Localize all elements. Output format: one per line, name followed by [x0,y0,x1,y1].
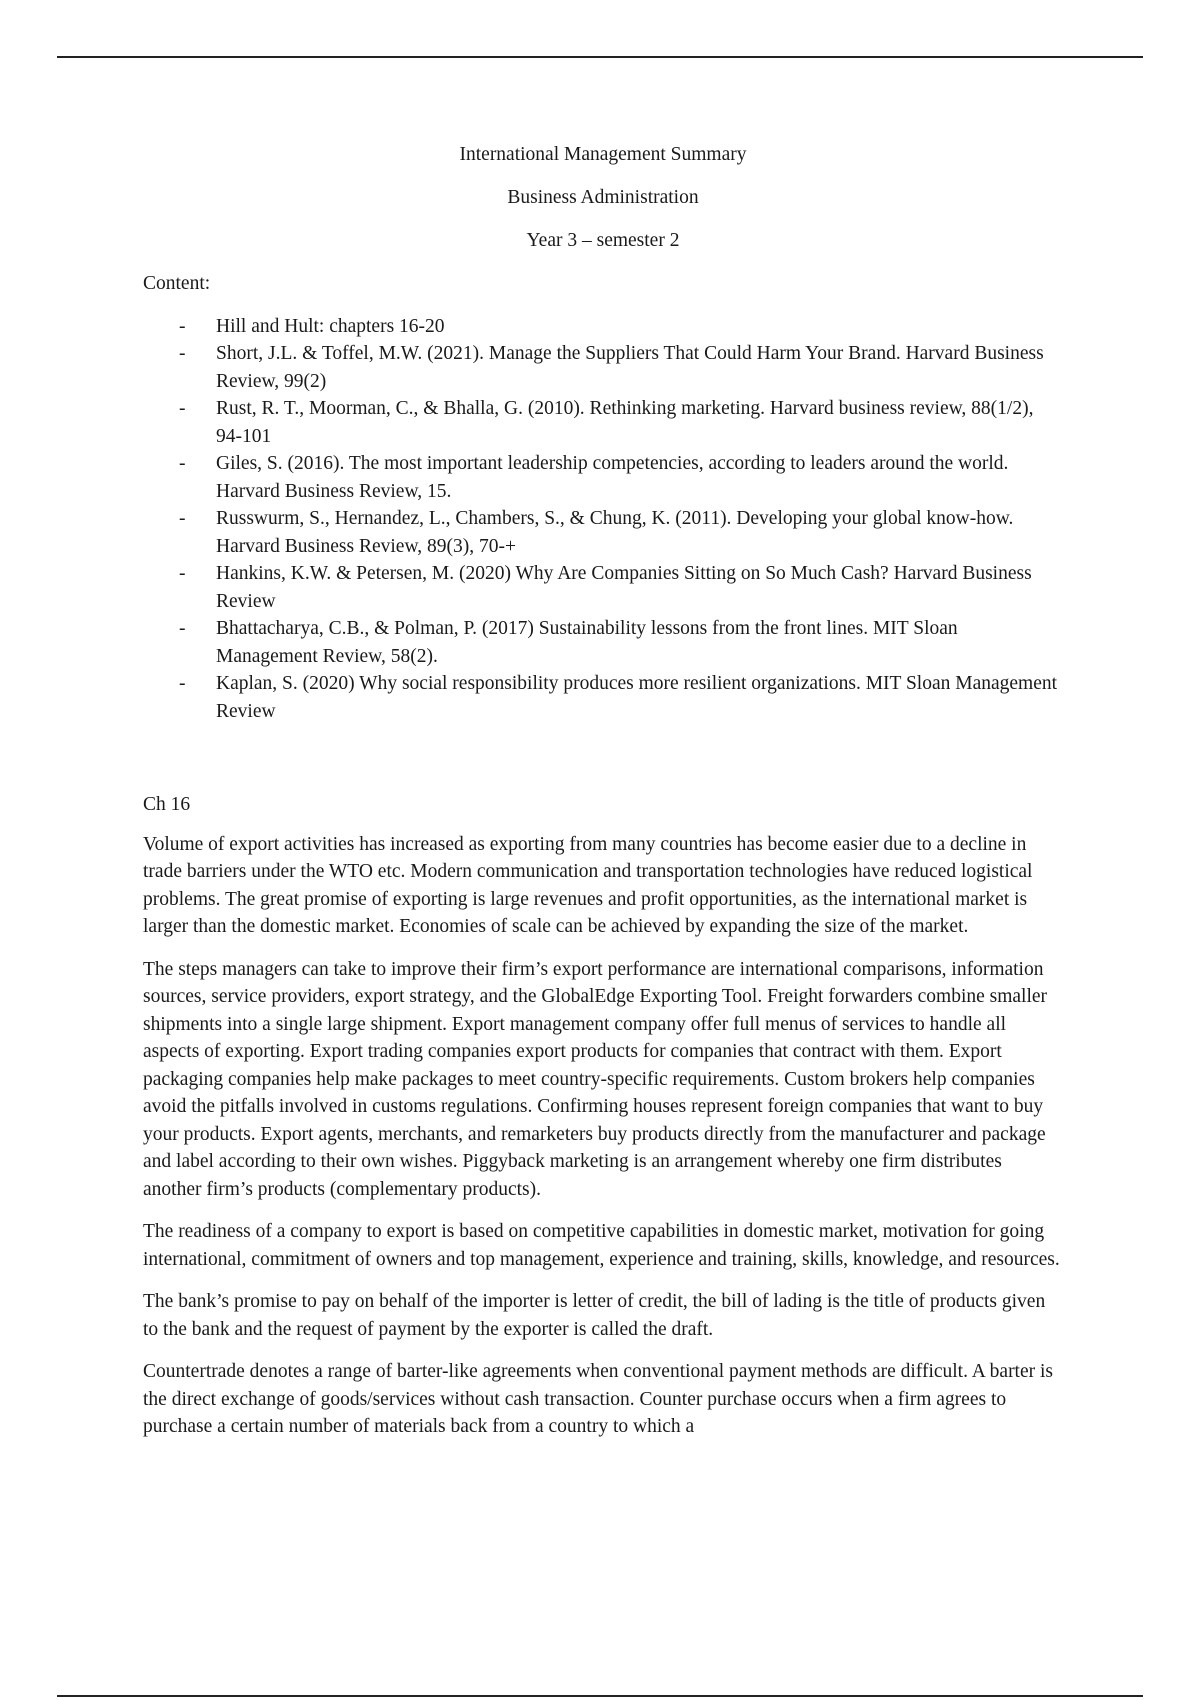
list-dash: - [179,453,186,474]
document-body [143,141,1063,1456]
list-dash: - [179,315,186,337]
reference-item [143,670,1063,725]
body-paragraph: The bank’s promise to pay on behalf of the importer is letter of credit, the bill of lading is the title of products given to the bank and the request of payment by the exporter is called the draft. [143,1291,1046,1340]
reference-text: Russwurm, S., Hernandez, L., Chambers, S., & Chung, K. (2011). Developing your global know-how. Harvard Business Review, 89(3), 70-+ [216,508,1014,557]
reference-item [143,313,1063,341]
reference-text: Hill and Hult: chapters 16-20 [216,315,445,337]
term-label: Year 3 – semester 2 [526,230,680,251]
list-dash: - [179,673,186,694]
body-paragraph: The steps managers can take to improve their firm’s export performance are international comparisons, information sources, service providers, export strategy, and the GlobalEdge Exporting Tool. Freight forwarders combine smaller shipments into a single large shipment. Export management company offer full menus of services to handle all aspects of exporting. Export trading companies export products for companies that contract with them. Export packaging companies help make packages to meet country-specific requirements. Custom brokers help companies avoid the pitfalls involved in customs regulations. Confirming houses represent foreign companies that want to buy your products. Export agents, merchants, and remarketers buy products directly from the manufacturer and package and label according to their own wishes. Piggyback marketing is an arrangement whereby one firm distributes another firm’s products (complementary products). [143,958,1048,1200]
list-dash: - [179,343,186,364]
reference-item [143,340,1063,395]
reference-text: Hankins, K.W. & Petersen, M. (2020) Why Are Companies Sitting on So Much Cash? Harvard Business Review [216,563,1032,612]
reference-item [143,615,1063,670]
reference-item [143,450,1063,505]
reference-list [143,313,1063,726]
content-label: Content: [143,273,211,294]
reference-text: Rust, R. T., Moorman, C., & Bhalla, G. (2010). Rethinking marketing. Harvard business review, 88(1/2), 94-101 [216,398,1034,447]
body-paragraph: The readiness of a company to export is based on competitive capabilities in domestic market, motivation for going international, commitment of owners and top management, experience and training, skills, knowledge, and resources. [143,1221,1060,1270]
program-name: Business Administration [507,187,699,208]
top-rule [57,56,1143,58]
reference-item [143,560,1063,615]
list-dash: - [179,618,186,639]
reference-item [143,505,1063,560]
list-dash: - [179,508,186,529]
document-title: International Management Summary [459,144,747,165]
reference-text: Kaplan, S. (2020) Why social responsibility produces more resilient organizations. MIT Sloan Management Review [216,673,1058,722]
list-dash: - [179,398,186,419]
reference-item [143,395,1063,450]
list-dash: - [179,563,186,584]
body-paragraph: Volume of export activities has increased as exporting from many countries has become easier due to a decline in trade barriers under the WTO etc. Modern communication and transportation technologies have reduced logistical problems. The great promise of exporting is large revenues and profit opportunities, as the international market is larger than the domestic market. Economies of scale can be achieved by expanding the size of the market. [143,833,1033,937]
bottom-rule [57,1695,1143,1697]
title-block [143,141,1063,270]
reference-text: Giles, S. (2016). The most important leadership competencies, according to leaders around the world. Harvard Business Review, 15. [216,453,1009,502]
body-paragraph: Countertrade denotes a range of barter-like agreements when conventional payment methods are difficult. A barter is the direct exchange of goods/services without cash transaction. Counter purchase occurs when a firm agrees to purchase a certain number of materials back from a country to which a [143,1361,1054,1437]
reference-text: Bhattacharya, C.B., & Polman, P. (2017) Sustainability lessons from the front lines. MIT Sloan Management Review, 58(2). [216,618,958,667]
reference-text: Short, J.L. & Toffel, M.W. (2021). Manage the Suppliers That Could Harm Your Brand. Harvard Business Review, 99(2) [216,343,1044,392]
chapter-heading: Ch 16 [143,794,191,815]
